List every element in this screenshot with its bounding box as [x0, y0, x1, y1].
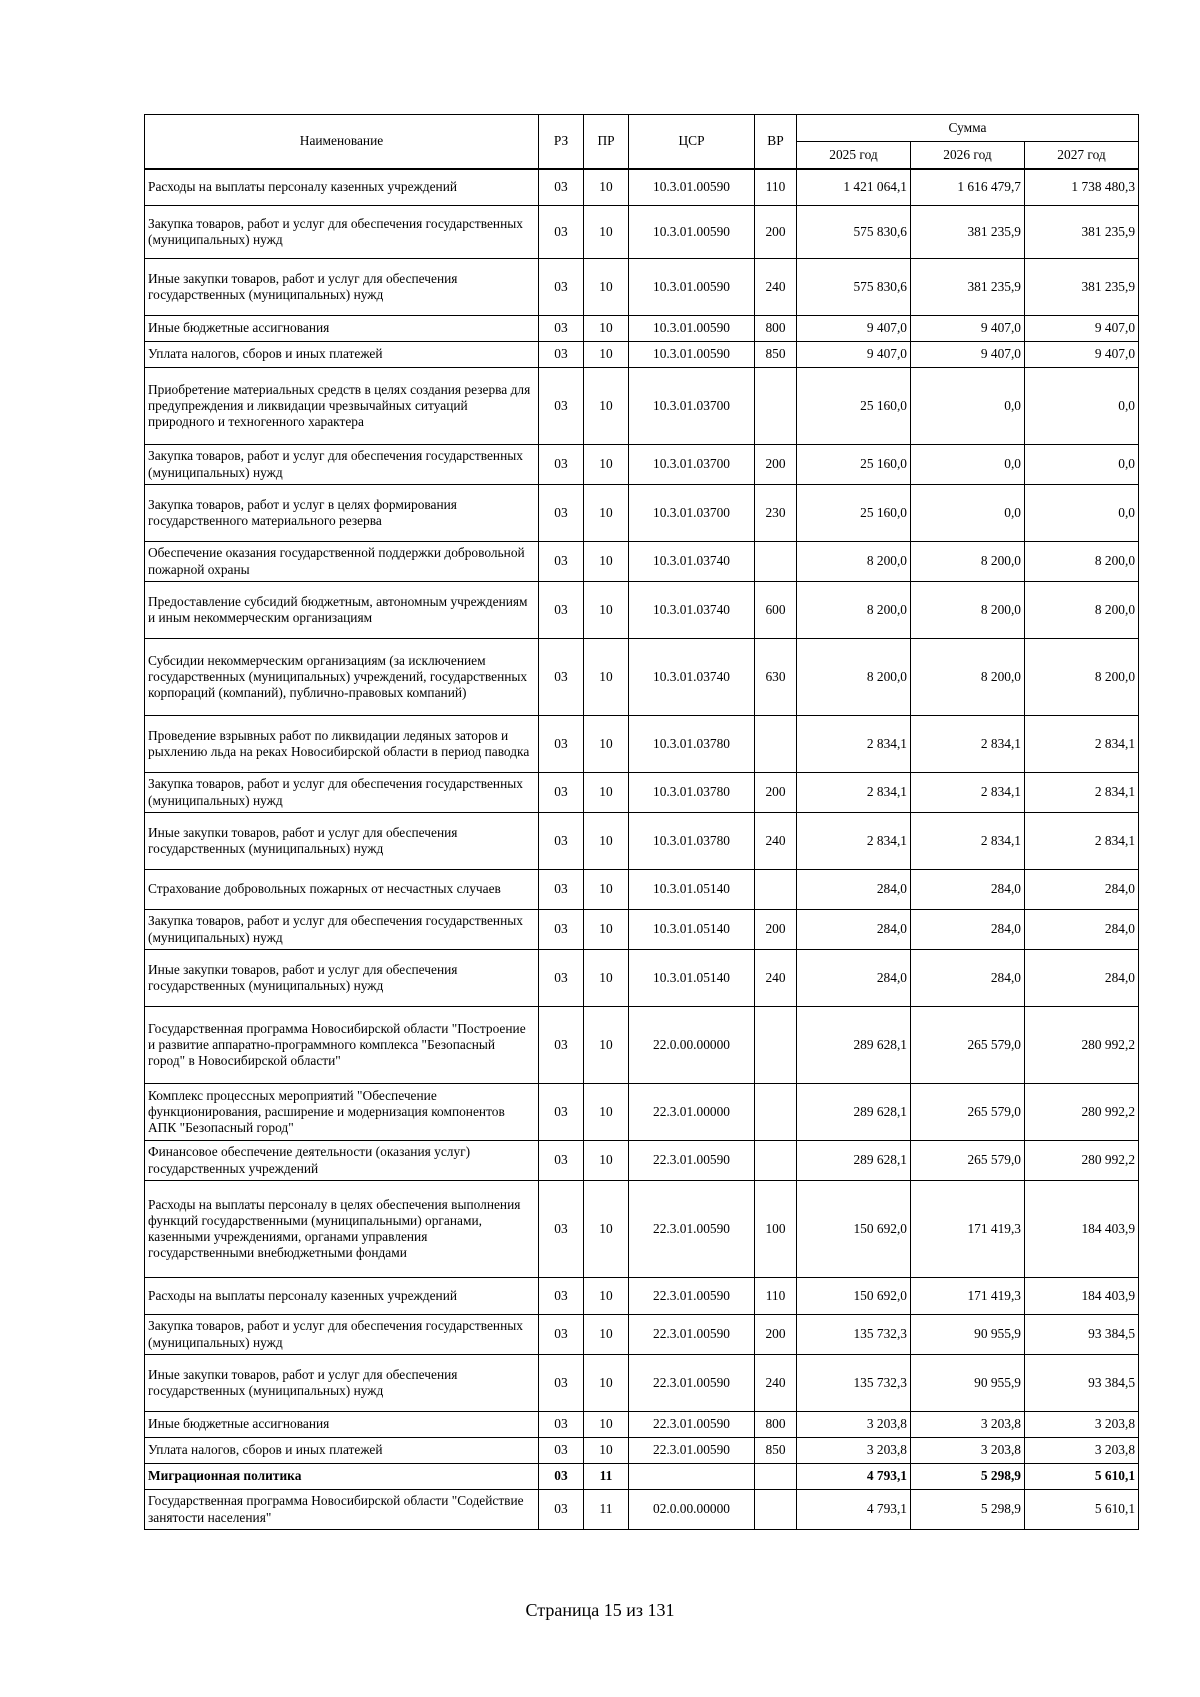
cell-2025: 289 628,1 — [797, 1007, 911, 1084]
cell-2026: 3 203,8 — [911, 1412, 1025, 1438]
cell-vr: 630 — [755, 639, 797, 716]
cell-2027: 280 992,2 — [1025, 1084, 1139, 1141]
cell-2027: 3 203,8 — [1025, 1412, 1139, 1438]
cell-csr: 10.3.01.03740 — [629, 639, 755, 716]
cell-rz: 03 — [539, 542, 584, 582]
cell-2025: 8 200,0 — [797, 582, 911, 639]
cell-name: Иные бюджетные ассигнования — [145, 316, 539, 342]
cell-2026: 284,0 — [911, 910, 1025, 950]
cell-name: Субсидии некоммерческим организациям (за исключением государственных (муниципальных) учреждений, государственных корпораций (компаний), публично-правовых компаний) — [145, 639, 539, 716]
cell-csr: 10.3.01.03780 — [629, 813, 755, 870]
cell-pr: 10 — [584, 1141, 629, 1181]
cell-2027: 0,0 — [1025, 445, 1139, 485]
table-row — [145, 316, 1139, 342]
cell-2026: 265 579,0 — [911, 1007, 1025, 1084]
cell-name: Закупка товаров, работ и услуг в целях формирования государственного материального резерва — [145, 485, 539, 542]
cell-2026: 9 407,0 — [911, 342, 1025, 368]
cell-2025: 4 793,1 — [797, 1490, 911, 1530]
cell-rz: 03 — [539, 1084, 584, 1141]
cell-vr: 200 — [755, 445, 797, 485]
cell-csr: 22.3.01.00590 — [629, 1412, 755, 1438]
cell-rz: 03 — [539, 1355, 584, 1412]
table-row — [145, 773, 1139, 813]
cell-2025: 284,0 — [797, 950, 911, 1007]
cell-2026: 0,0 — [911, 485, 1025, 542]
cell-2026: 0,0 — [911, 445, 1025, 485]
cell-vr: 240 — [755, 813, 797, 870]
cell-name: Иные закупки товаров, работ и услуг для обеспечения государственных (муниципальных) нужд — [145, 813, 539, 870]
cell-2025: 1 421 064,1 — [797, 169, 911, 206]
cell-2025: 2 834,1 — [797, 716, 911, 773]
cell-2025: 289 628,1 — [797, 1141, 911, 1181]
cell-2026: 2 834,1 — [911, 773, 1025, 813]
table-row — [145, 870, 1139, 910]
cell-vr — [755, 1007, 797, 1084]
cell-2025: 3 203,8 — [797, 1412, 911, 1438]
cell-rz: 03 — [539, 1181, 584, 1278]
cell-2027: 93 384,5 — [1025, 1315, 1139, 1355]
cell-rz: 03 — [539, 342, 584, 368]
table-row — [145, 910, 1139, 950]
cell-2027: 284,0 — [1025, 870, 1139, 910]
cell-2025: 8 200,0 — [797, 542, 911, 582]
cell-rz: 03 — [539, 1412, 584, 1438]
cell-name: Закупка товаров, работ и услуг для обеспечения государственных (муниципальных) нужд — [145, 1315, 539, 1355]
cell-vr — [755, 1464, 797, 1490]
cell-rz: 03 — [539, 1315, 584, 1355]
cell-rz: 03 — [539, 582, 584, 639]
cell-pr: 10 — [584, 910, 629, 950]
cell-name: Комплекс процессных мероприятий "Обеспечение функционирования, расширение и модернизация компонентов АПК "Безопасный город" — [145, 1084, 539, 1141]
cell-2025: 284,0 — [797, 910, 911, 950]
table-row — [145, 1464, 1139, 1490]
cell-csr: 10.3.01.00590 — [629, 169, 755, 206]
header-csr: ЦСР — [629, 115, 755, 169]
cell-pr: 10 — [584, 368, 629, 445]
cell-2026: 171 419,3 — [911, 1278, 1025, 1315]
cell-csr: 22.3.01.00590 — [629, 1181, 755, 1278]
cell-vr — [755, 1490, 797, 1530]
cell-rz: 03 — [539, 1438, 584, 1464]
cell-pr: 10 — [584, 582, 629, 639]
cell-2027: 3 203,8 — [1025, 1438, 1139, 1464]
cell-2026: 2 834,1 — [911, 813, 1025, 870]
cell-csr: 22.3.01.00000 — [629, 1084, 755, 1141]
cell-pr: 10 — [584, 169, 629, 206]
cell-pr: 11 — [584, 1464, 629, 1490]
table-row — [145, 206, 1139, 259]
cell-2025: 9 407,0 — [797, 342, 911, 368]
table-row — [145, 342, 1139, 368]
header-rz: РЗ — [539, 115, 584, 169]
cell-name: Уплата налогов, сборов и иных платежей — [145, 342, 539, 368]
table-row — [145, 542, 1139, 582]
cell-name: Страхование добровольных пожарных от несчастных случаев — [145, 870, 539, 910]
cell-rz: 03 — [539, 716, 584, 773]
cell-rz: 03 — [539, 368, 584, 445]
cell-pr: 10 — [584, 716, 629, 773]
cell-pr: 10 — [584, 445, 629, 485]
cell-vr — [755, 1084, 797, 1141]
cell-2026: 8 200,0 — [911, 582, 1025, 639]
table-row — [145, 1412, 1139, 1438]
cell-vr: 200 — [755, 1315, 797, 1355]
table-row — [145, 1278, 1139, 1315]
cell-2026: 381 235,9 — [911, 259, 1025, 316]
cell-csr: 22.3.01.00590 — [629, 1141, 755, 1181]
cell-vr: 200 — [755, 910, 797, 950]
cell-2025: 284,0 — [797, 870, 911, 910]
cell-2026: 3 203,8 — [911, 1438, 1025, 1464]
cell-name: Проведение взрывных работ по ликвидации ледяных заторов и рыхлению льда на реках Новосибирской области в период паводка — [145, 716, 539, 773]
cell-pr: 10 — [584, 206, 629, 259]
cell-csr: 10.3.01.03740 — [629, 542, 755, 582]
cell-2025: 9 407,0 — [797, 316, 911, 342]
cell-rz: 03 — [539, 1278, 584, 1315]
cell-vr — [755, 1141, 797, 1181]
cell-csr: 10.3.01.05140 — [629, 870, 755, 910]
cell-2025: 8 200,0 — [797, 639, 911, 716]
cell-rz: 03 — [539, 1141, 584, 1181]
cell-2027: 2 834,1 — [1025, 716, 1139, 773]
cell-rz: 03 — [539, 1464, 584, 1490]
cell-name: Иные бюджетные ассигнования — [145, 1412, 539, 1438]
cell-csr: 22.0.00.00000 — [629, 1007, 755, 1084]
cell-2027: 5 610,1 — [1025, 1490, 1139, 1530]
table-row — [145, 639, 1139, 716]
cell-csr: 10.3.01.03740 — [629, 582, 755, 639]
cell-pr: 10 — [584, 485, 629, 542]
table-row — [145, 485, 1139, 542]
cell-pr: 10 — [584, 1438, 629, 1464]
cell-pr: 10 — [584, 870, 629, 910]
cell-csr: 10.3.01.03700 — [629, 445, 755, 485]
cell-2025: 575 830,6 — [797, 259, 911, 316]
cell-2027: 5 610,1 — [1025, 1464, 1139, 1490]
cell-pr: 10 — [584, 259, 629, 316]
cell-csr: 10.3.01.03700 — [629, 485, 755, 542]
cell-pr: 10 — [584, 1007, 629, 1084]
cell-2026: 90 955,9 — [911, 1355, 1025, 1412]
cell-csr: 10.3.01.03700 — [629, 368, 755, 445]
cell-csr — [629, 1464, 755, 1490]
cell-name: Расходы на выплаты персоналу казенных учреждений — [145, 1278, 539, 1315]
cell-2027: 2 834,1 — [1025, 813, 1139, 870]
cell-csr: 10.3.01.05140 — [629, 950, 755, 1007]
cell-2027: 0,0 — [1025, 485, 1139, 542]
table-row — [145, 1181, 1139, 1278]
cell-name: Уплата налогов, сборов и иных платежей — [145, 1438, 539, 1464]
header-sum: Сумма — [797, 115, 1139, 142]
cell-2026: 284,0 — [911, 870, 1025, 910]
cell-2027: 184 403,9 — [1025, 1181, 1139, 1278]
table-row — [145, 445, 1139, 485]
cell-name: Закупка товаров, работ и услуг для обеспечения государственных (муниципальных) нужд — [145, 910, 539, 950]
cell-rz: 03 — [539, 1007, 584, 1084]
cell-2026: 381 235,9 — [911, 206, 1025, 259]
cell-rz: 03 — [539, 259, 584, 316]
cell-pr: 10 — [584, 316, 629, 342]
cell-2025: 2 834,1 — [797, 773, 911, 813]
cell-vr: 100 — [755, 1181, 797, 1278]
header-pr: ПР — [584, 115, 629, 169]
cell-2027: 184 403,9 — [1025, 1278, 1139, 1315]
table-row — [145, 1315, 1139, 1355]
cell-2025: 289 628,1 — [797, 1084, 911, 1141]
cell-rz: 03 — [539, 773, 584, 813]
cell-vr: 110 — [755, 1278, 797, 1315]
cell-pr: 10 — [584, 950, 629, 1007]
cell-pr: 11 — [584, 1490, 629, 1530]
cell-2027: 284,0 — [1025, 910, 1139, 950]
table-header — [145, 115, 1139, 169]
cell-2027: 93 384,5 — [1025, 1355, 1139, 1412]
cell-2027: 284,0 — [1025, 950, 1139, 1007]
cell-name: Иные закупки товаров, работ и услуг для обеспечения государственных (муниципальных) нужд — [145, 259, 539, 316]
cell-csr: 22.3.01.00590 — [629, 1438, 755, 1464]
cell-pr: 10 — [584, 813, 629, 870]
cell-name: Миграционная политика — [145, 1464, 539, 1490]
cell-2026: 90 955,9 — [911, 1315, 1025, 1355]
cell-2025: 25 160,0 — [797, 445, 911, 485]
cell-2026: 9 407,0 — [911, 316, 1025, 342]
cell-name: Государственная программа Новосибирской области "Построение и развитие аппаратно-программного комплекса "Безопасный город" в Новосибирской области" — [145, 1007, 539, 1084]
table-row — [145, 169, 1139, 206]
cell-csr: 02.0.00.00000 — [629, 1490, 755, 1530]
budget-table — [144, 114, 1139, 1530]
cell-vr — [755, 716, 797, 773]
table-body — [145, 169, 1139, 1530]
cell-name: Государственная программа Новосибирской области "Содействие занятости населения" — [145, 1490, 539, 1530]
cell-csr: 10.3.01.03780 — [629, 773, 755, 813]
cell-pr: 10 — [584, 1181, 629, 1278]
cell-name: Обеспечение оказания государственной поддержки добровольной пожарной охраны — [145, 542, 539, 582]
cell-2025: 25 160,0 — [797, 485, 911, 542]
cell-2026: 8 200,0 — [911, 639, 1025, 716]
table-row — [145, 1490, 1139, 1530]
cell-vr: 110 — [755, 169, 797, 206]
cell-2027: 0,0 — [1025, 368, 1139, 445]
cell-2025: 2 834,1 — [797, 813, 911, 870]
cell-rz: 03 — [539, 950, 584, 1007]
cell-vr: 800 — [755, 1412, 797, 1438]
cell-rz: 03 — [539, 639, 584, 716]
cell-rz: 03 — [539, 870, 584, 910]
cell-vr: 230 — [755, 485, 797, 542]
header-year-2026: 2026 год — [911, 142, 1025, 169]
cell-name: Закупка товаров, работ и услуг для обеспечения государственных (муниципальных) нужд — [145, 206, 539, 259]
cell-csr: 22.3.01.00590 — [629, 1315, 755, 1355]
cell-2025: 4 793,1 — [797, 1464, 911, 1490]
table-row — [145, 582, 1139, 639]
cell-2027: 8 200,0 — [1025, 639, 1139, 716]
table-row — [145, 950, 1139, 1007]
cell-2027: 9 407,0 — [1025, 342, 1139, 368]
table-row — [145, 716, 1139, 773]
table-row — [145, 1007, 1139, 1084]
cell-pr: 10 — [584, 1278, 629, 1315]
cell-2027: 1 738 480,3 — [1025, 169, 1139, 206]
cell-vr: 200 — [755, 773, 797, 813]
cell-pr: 10 — [584, 1084, 629, 1141]
cell-csr: 10.3.01.00590 — [629, 206, 755, 259]
cell-2025: 575 830,6 — [797, 206, 911, 259]
table-row — [145, 1438, 1139, 1464]
cell-vr: 800 — [755, 316, 797, 342]
cell-vr: 200 — [755, 206, 797, 259]
cell-vr: 850 — [755, 342, 797, 368]
cell-pr: 10 — [584, 773, 629, 813]
cell-2025: 135 732,3 — [797, 1355, 911, 1412]
table-row — [145, 813, 1139, 870]
cell-csr: 22.3.01.00590 — [629, 1278, 755, 1315]
cell-csr: 22.3.01.00590 — [629, 1355, 755, 1412]
cell-2027: 8 200,0 — [1025, 582, 1139, 639]
cell-2025: 135 732,3 — [797, 1315, 911, 1355]
table-row — [145, 1084, 1139, 1141]
header-vr: ВР — [755, 115, 797, 169]
cell-2026: 1 616 479,7 — [911, 169, 1025, 206]
cell-2025: 150 692,0 — [797, 1278, 911, 1315]
cell-name: Иные закупки товаров, работ и услуг для обеспечения государственных (муниципальных) нужд — [145, 950, 539, 1007]
table-row — [145, 1355, 1139, 1412]
cell-2026: 8 200,0 — [911, 542, 1025, 582]
cell-2026: 0,0 — [911, 368, 1025, 445]
cell-name: Расходы на выплаты персоналу в целях обеспечения выполнения функций государственными (муниципальными) органами, казенными учреждениями, органами управления государственными внебюджетными фондами — [145, 1181, 539, 1278]
cell-2027: 280 992,2 — [1025, 1007, 1139, 1084]
cell-name: Расходы на выплаты персоналу казенных учреждений — [145, 169, 539, 206]
cell-csr: 10.3.01.05140 — [629, 910, 755, 950]
cell-vr: 850 — [755, 1438, 797, 1464]
cell-name: Финансовое обеспечение деятельности (оказания услуг) государственных учреждений — [145, 1141, 539, 1181]
cell-pr: 10 — [584, 342, 629, 368]
cell-vr — [755, 368, 797, 445]
cell-rz: 03 — [539, 910, 584, 950]
cell-2026: 284,0 — [911, 950, 1025, 1007]
cell-vr — [755, 542, 797, 582]
cell-name: Приобретение материальных средств в целях создания резерва для предупреждения и ликвидации чрезвычайных ситуаций природного и техногенного характера — [145, 368, 539, 445]
cell-2027: 280 992,2 — [1025, 1141, 1139, 1181]
cell-rz: 03 — [539, 445, 584, 485]
cell-pr: 10 — [584, 639, 629, 716]
cell-2026: 265 579,0 — [911, 1141, 1025, 1181]
cell-2026: 5 298,9 — [911, 1464, 1025, 1490]
cell-vr: 240 — [755, 950, 797, 1007]
cell-csr: 10.3.01.00590 — [629, 342, 755, 368]
cell-csr: 10.3.01.03780 — [629, 716, 755, 773]
cell-2026: 265 579,0 — [911, 1084, 1025, 1141]
cell-rz: 03 — [539, 813, 584, 870]
cell-name: Предоставление субсидий бюджетным, автономным учреждениям и иным некоммерческим организациям — [145, 582, 539, 639]
page-footer: Страница 15 из 131 — [525, 1600, 675, 1620]
cell-rz: 03 — [539, 169, 584, 206]
cell-2025: 150 692,0 — [797, 1181, 911, 1278]
cell-csr: 10.3.01.00590 — [629, 259, 755, 316]
cell-pr: 10 — [584, 542, 629, 582]
cell-pr: 10 — [584, 1412, 629, 1438]
cell-2027: 381 235,9 — [1025, 206, 1139, 259]
cell-name: Закупка товаров, работ и услуг для обеспечения государственных (муниципальных) нужд — [145, 445, 539, 485]
cell-rz: 03 — [539, 485, 584, 542]
cell-2026: 2 834,1 — [911, 716, 1025, 773]
cell-rz: 03 — [539, 1490, 584, 1530]
table-row — [145, 1141, 1139, 1181]
header-year-2027: 2027 год — [1025, 142, 1139, 169]
cell-vr: 600 — [755, 582, 797, 639]
header-name: Наименование — [145, 115, 539, 169]
cell-vr: 240 — [755, 259, 797, 316]
cell-2026: 171 419,3 — [911, 1181, 1025, 1278]
cell-2025: 3 203,8 — [797, 1438, 911, 1464]
table-row — [145, 259, 1139, 316]
cell-name: Иные закупки товаров, работ и услуг для обеспечения государственных (муниципальных) нужд — [145, 1355, 539, 1412]
cell-vr — [755, 870, 797, 910]
header-year-2025: 2025 год — [797, 142, 911, 169]
cell-2027: 9 407,0 — [1025, 316, 1139, 342]
cell-vr: 240 — [755, 1355, 797, 1412]
cell-2027: 8 200,0 — [1025, 542, 1139, 582]
cell-rz: 03 — [539, 316, 584, 342]
cell-2025: 25 160,0 — [797, 368, 911, 445]
cell-pr: 10 — [584, 1355, 629, 1412]
cell-2027: 2 834,1 — [1025, 773, 1139, 813]
cell-pr: 10 — [584, 1315, 629, 1355]
table-row — [145, 368, 1139, 445]
cell-2027: 381 235,9 — [1025, 259, 1139, 316]
cell-rz: 03 — [539, 206, 584, 259]
cell-name: Закупка товаров, работ и услуг для обеспечения государственных (муниципальных) нужд — [145, 773, 539, 813]
cell-csr: 10.3.01.00590 — [629, 316, 755, 342]
cell-2026: 5 298,9 — [911, 1490, 1025, 1530]
